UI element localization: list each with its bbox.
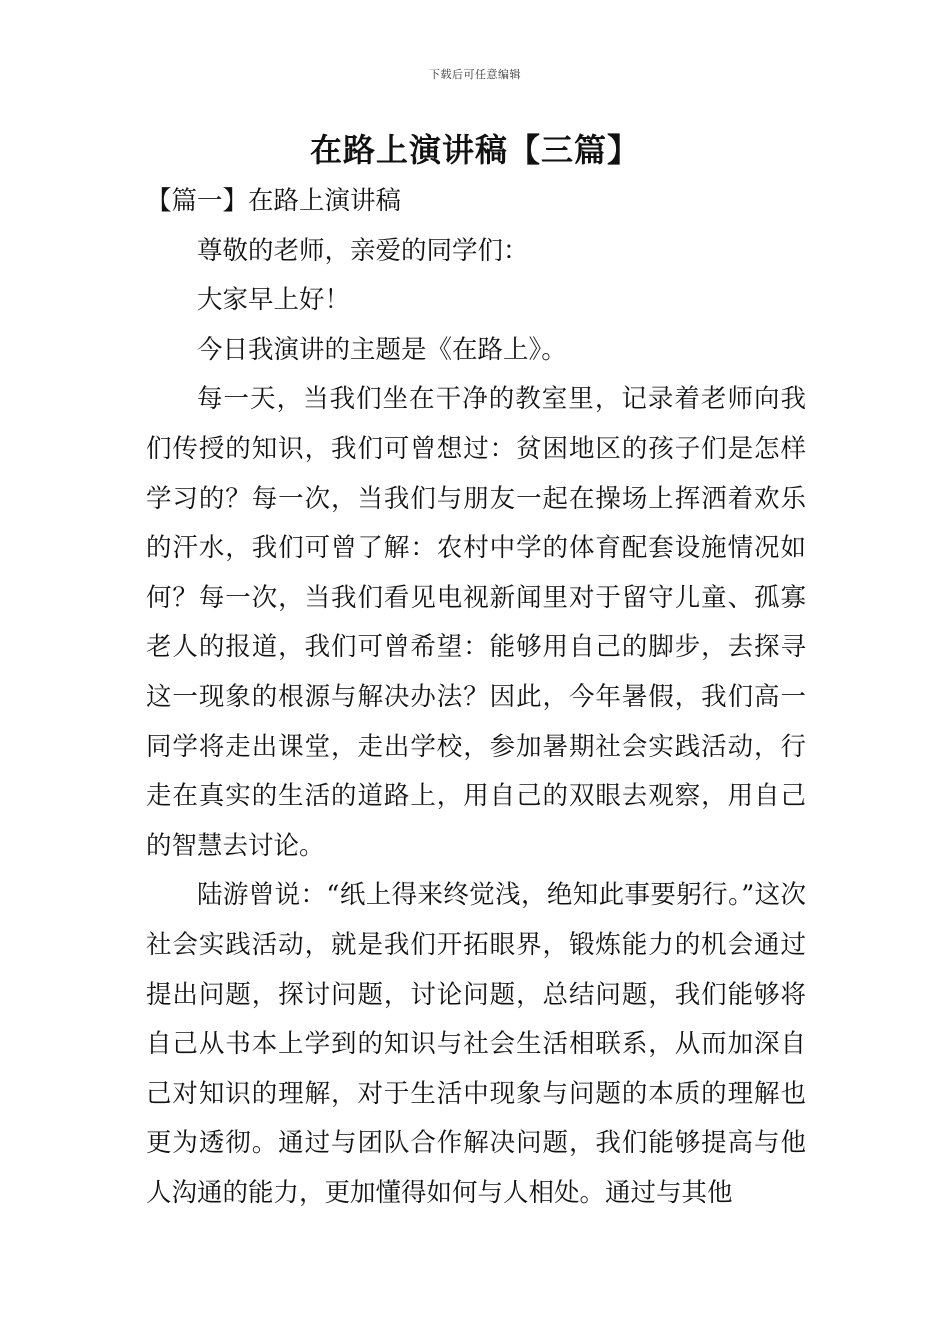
paragraph-topic: 今日我演讲的主题是《在路上》。 [197, 334, 567, 365]
paragraph-body-2: 陆游曾说：“纸上得来终觉浅，绝知此事要躬行。”这次社会实践活动，就是我们开拓眼界，锻炼能力的机会通过提出问题，探讨问题，讨论问题，总结问题，我们能够将自己从书本上学到的知识与社会生活相联系，从而加深自己对知识的理解，对于生活中现象与问题的本质的理解也更为透彻。通过与团队合作解决问题，我们能够提高与他人沟通的能力，更加懂得如何与人相处。通过与其他 [146, 880, 806, 1208]
page-title: 在路上演讲稿【三篇】 [309, 131, 640, 169]
paragraph-greeting: 尊敬的老师，亲爱的同学们： [197, 235, 529, 266]
paragraph-body-1: 每一天，当我们坐在干净的教室里，记录着老师向我们传授的知识，我们可曾想过：贫困地区的孩子们是怎样学习的？每一次，当我们与朋友一起在操场上挥洒着欢乐的汗水，我们可曾了解：农村中学的体育配套设施情况如何？每一次，当我们看见电视新闻里对于留守儿童、孤寡老人的报道，我们可曾希望：能够用自己的脚步，去探寻这一现象的根源与解决办法？因此，今年暑假，我们高一同学将走出课堂，走出学校，参加暑期社会实践活动，行走在真实的生活的道路上，用自己的双眼去观察，用自己的智慧去讨论。 [146, 384, 806, 861]
document-body [146, 177, 806, 1218]
paragraph-morning: 大家早上好！ [197, 285, 351, 316]
header-note: 下载后可任意编辑 [429, 68, 521, 81]
section-heading: 【篇一】在路上演讲稿 [146, 186, 402, 216]
